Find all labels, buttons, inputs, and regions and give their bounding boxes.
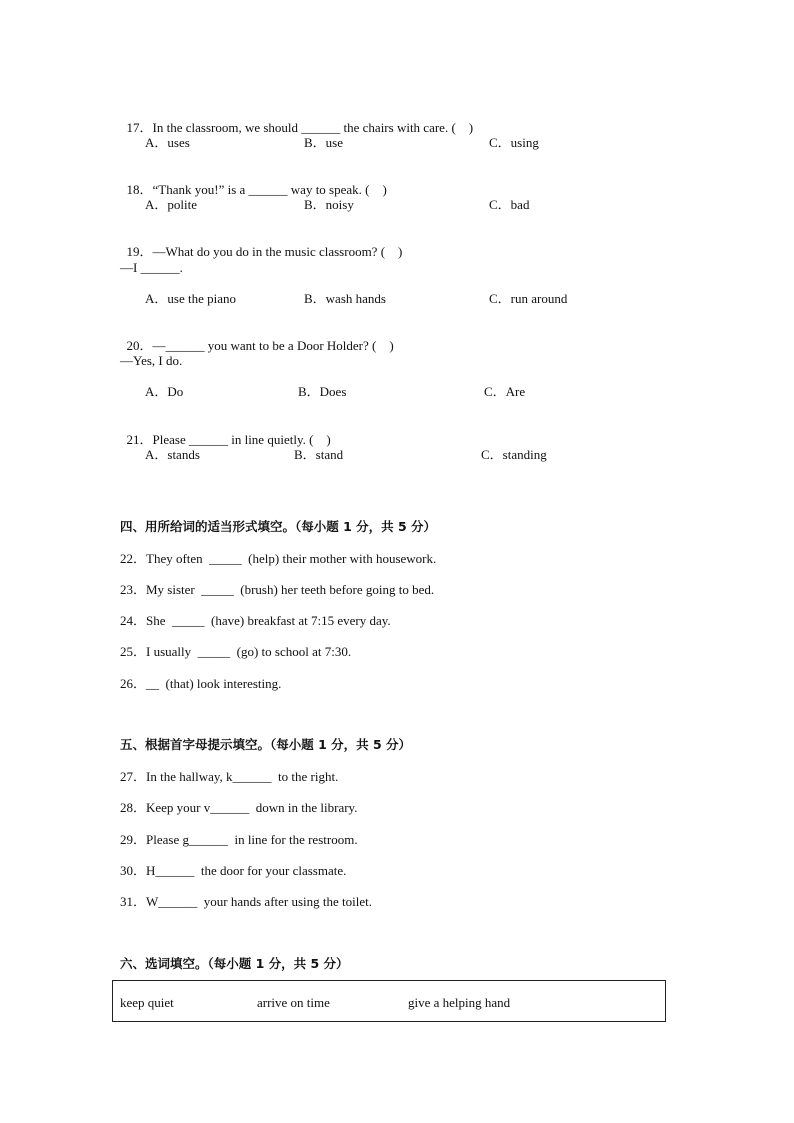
question-number: 18． [126,182,153,197]
question-19 [120,228,402,260]
question-25: 25．I usually _____ (go) to school at 7:30. [120,644,352,659]
question-23: 23．My sister _____ (brush) her teeth before going to bed. [120,582,435,597]
answer-paren: ( ) [365,182,387,197]
word-bank-box [112,980,666,1022]
section-4-heading: 四、用所给词的适当形式填空。（每小题 1 分，共 5 分） [120,519,437,534]
question-28: 28．Keep your v______ down in the library. [120,800,358,815]
option-b: B．wash hands [304,291,386,306]
reply-line: —Yes, I do. [120,353,183,368]
answer-paren: ( ) [372,338,394,353]
question-number: 19． [126,244,153,259]
option-a: A．use the piano [145,291,236,306]
question-29: 29．Please g______ in line for the restroom. [120,832,358,847]
question-30: 30．H______ the door for your classmate. [120,863,347,878]
section-5-heading: 五、根据首字母提示填空。（每小题 1 分，共 5 分） [120,737,412,752]
option-b: B．stand [294,447,344,462]
option-b: B．Does [298,384,347,399]
option-b: B．noisy [304,197,354,212]
question-18 [120,166,387,198]
answer-paren: ( ) [451,120,474,135]
section-6-heading: 六、选词填空。（每小题 1 分，共 5 分） [120,956,349,971]
question-text: In the classroom, we should ______ the chairs with care. [152,120,449,135]
question-22: 22．They often _____ (help) their mother with housework. [120,551,437,566]
word-bank-item: keep quiet [120,995,174,1010]
question-20 [120,322,394,354]
question-21 [120,416,331,448]
option-c: C．run around [489,291,568,306]
question-number: 17． [126,120,153,135]
answer-paren: ( ) [380,244,403,259]
option-c: C．standing [481,447,547,462]
question-24: 24．She _____ (have) breakfast at 7:15 every day. [120,613,391,628]
question-text: —______ you want to be a Door Holder? [152,338,369,353]
question-27: 27．In the hallway, k______ to the right. [120,769,339,784]
question-number: 21． [126,432,153,447]
option-c: C．using [489,135,539,150]
option-a: A．stands [145,447,200,462]
answer-paren: ( ) [309,432,331,447]
question-text: Please ______ in line quietly. [152,432,306,447]
question-text: —What do you do in the music classroom? [152,244,378,259]
word-bank-item: arrive on time [257,995,330,1010]
option-c: C．bad [489,197,530,212]
option-a: A．Do [145,384,184,399]
question-text: “Thank you!” is a ______ way to speak. [152,182,362,197]
word-bank-item: give a helping hand [408,995,511,1010]
option-b: B．use [304,135,344,150]
question-26: 26．__ (that) look interesting. [120,676,282,691]
option-a: A．polite [145,197,197,212]
reply-line: —I ______. [120,260,183,275]
option-c: C．Are [484,384,526,399]
question-17 [120,104,473,136]
option-a: A．uses [145,135,190,150]
question-number: 20． [126,338,153,353]
question-31: 31．W______ your hands after using the toilet. [120,894,373,909]
